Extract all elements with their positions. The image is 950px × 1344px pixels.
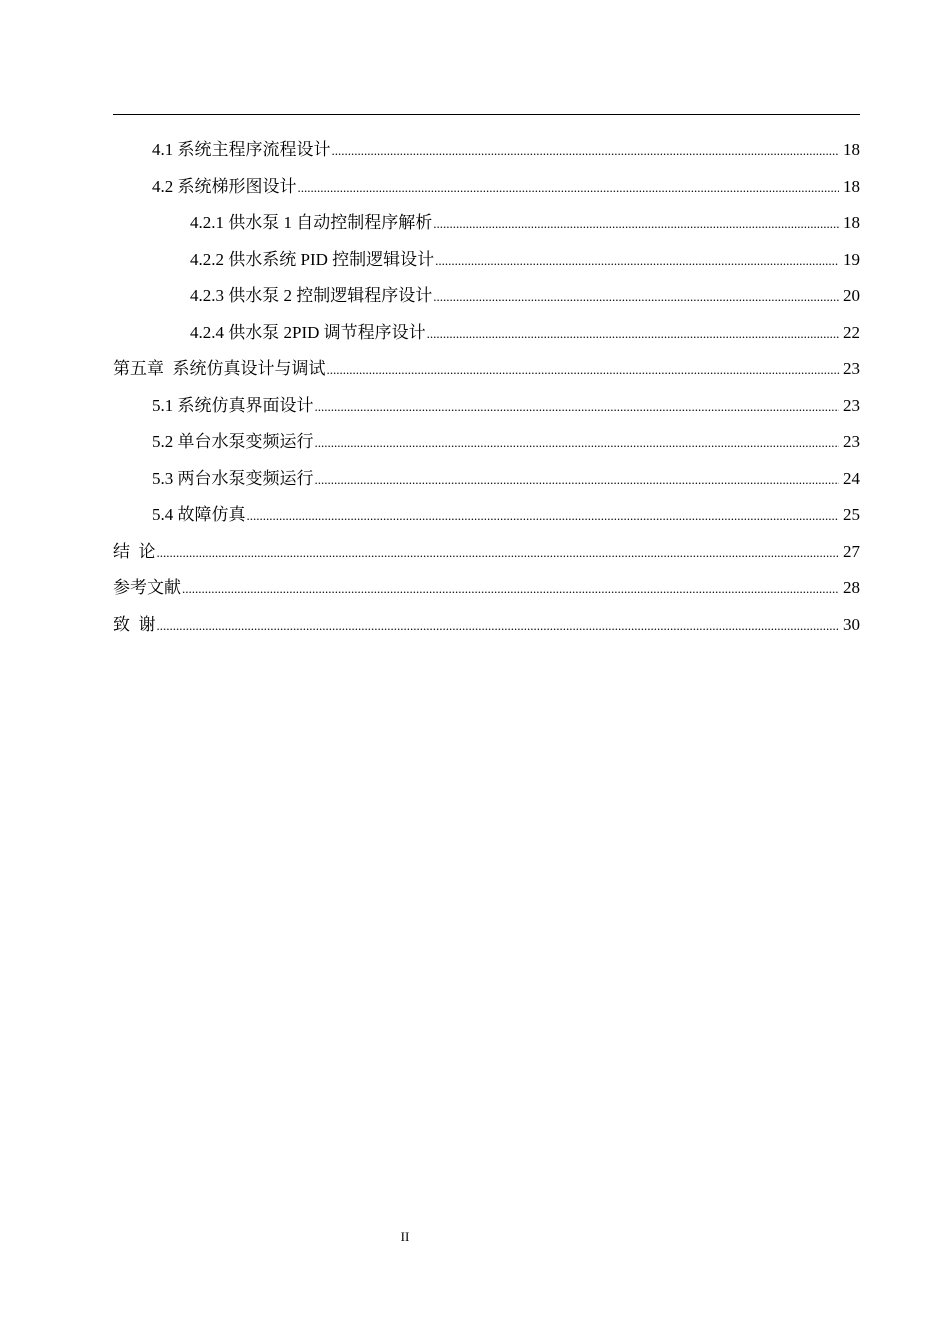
toc-entry-page: 23 (843, 395, 860, 415)
toc-dot-leader (327, 352, 840, 389)
toc-entry-4-2-1[interactable] (113, 205, 860, 242)
toc-entry-label: 4.2.3 供水泵 2 控制逻辑程序设计 (190, 286, 433, 305)
toc-entry-page: 28 (843, 578, 860, 597)
toc-entry-5-4[interactable] (113, 497, 860, 534)
table-of-contents (113, 132, 860, 643)
toc-entry-label: 4.2.4 供水泵 2PID 调节程序设计 (190, 322, 426, 342)
toc-dot-leader (427, 316, 839, 353)
page-number: II (400, 1229, 410, 1244)
toc-entry-5-2[interactable] (113, 424, 860, 461)
toc-entry-page: 19 (843, 249, 860, 269)
toc-entry-label: 4.1 系统主程序流程设计 (152, 140, 331, 159)
toc-entry-label: 5.3 两台水泵变频运行 (152, 468, 314, 488)
toc-dot-leader (332, 133, 840, 170)
header-rule (113, 114, 860, 115)
toc-dot-leader (435, 243, 839, 280)
toc-entry-label: 第五章 系统仿真设计与调试 (113, 359, 326, 378)
toc-entry-acknowledgements[interactable] (113, 607, 860, 644)
toc-entry-page: 20 (843, 286, 860, 305)
toc-entry-label: 4.2.2 供水系统 PID 控制逻辑设计 (190, 249, 435, 269)
toc-entry-conclusion[interactable] (113, 534, 860, 571)
toc-entry-page: 23 (843, 432, 860, 451)
toc-entry-5-3[interactable] (113, 461, 860, 498)
toc-entry-4-1[interactable] (113, 132, 860, 169)
toc-entry-page: 22 (843, 322, 860, 342)
toc-entry-page: 18 (843, 213, 860, 232)
toc-entry-page: 18 (843, 140, 860, 159)
toc-dot-leader (157, 608, 840, 645)
toc-entry-4-2-4[interactable] (113, 315, 860, 352)
toc-entry-label: 4.2 系统梯形图设计 (152, 176, 297, 196)
toc-dot-leader (433, 206, 839, 243)
toc-entry-label: 5.1 系统仿真界面设计 (152, 395, 314, 415)
toc-dot-leader (433, 279, 839, 316)
toc-entry-page: 27 (843, 541, 860, 561)
toc-dot-leader (315, 389, 840, 426)
toc-entry-label: 5.2 单台水泵变频运行 (152, 432, 314, 451)
toc-entry-page: 30 (843, 614, 860, 634)
toc-dot-leader (298, 170, 840, 207)
toc-entry-label: 5.4 故障仿真 (152, 505, 246, 524)
toc-entry-page: 18 (843, 176, 860, 196)
toc-entry-5-1[interactable] (113, 388, 860, 425)
toc-entry-page: 25 (843, 505, 860, 524)
toc-entry-label: 4.2.1 供水泵 1 自动控制程序解析 (190, 213, 433, 232)
toc-entry-4-2-2[interactable] (113, 242, 860, 279)
toc-entry-label: 结 论 (113, 541, 156, 561)
toc-dot-leader (315, 425, 840, 462)
toc-entry-references[interactable] (113, 570, 860, 607)
toc-entry-4-2-3[interactable] (113, 278, 860, 315)
toc-entry-label: 参考文献 (113, 578, 181, 597)
toc-dot-leader (157, 535, 840, 572)
toc-entry-4-2[interactable] (113, 169, 860, 206)
toc-dot-leader (315, 462, 840, 499)
toc-entry-label: 致 谢 (113, 614, 156, 634)
toc-dot-leader (182, 571, 839, 608)
toc-dot-leader (247, 498, 840, 535)
toc-entry-page: 24 (843, 468, 860, 488)
toc-entry-chapter-5[interactable] (113, 351, 860, 388)
toc-entry-page: 23 (843, 359, 860, 378)
